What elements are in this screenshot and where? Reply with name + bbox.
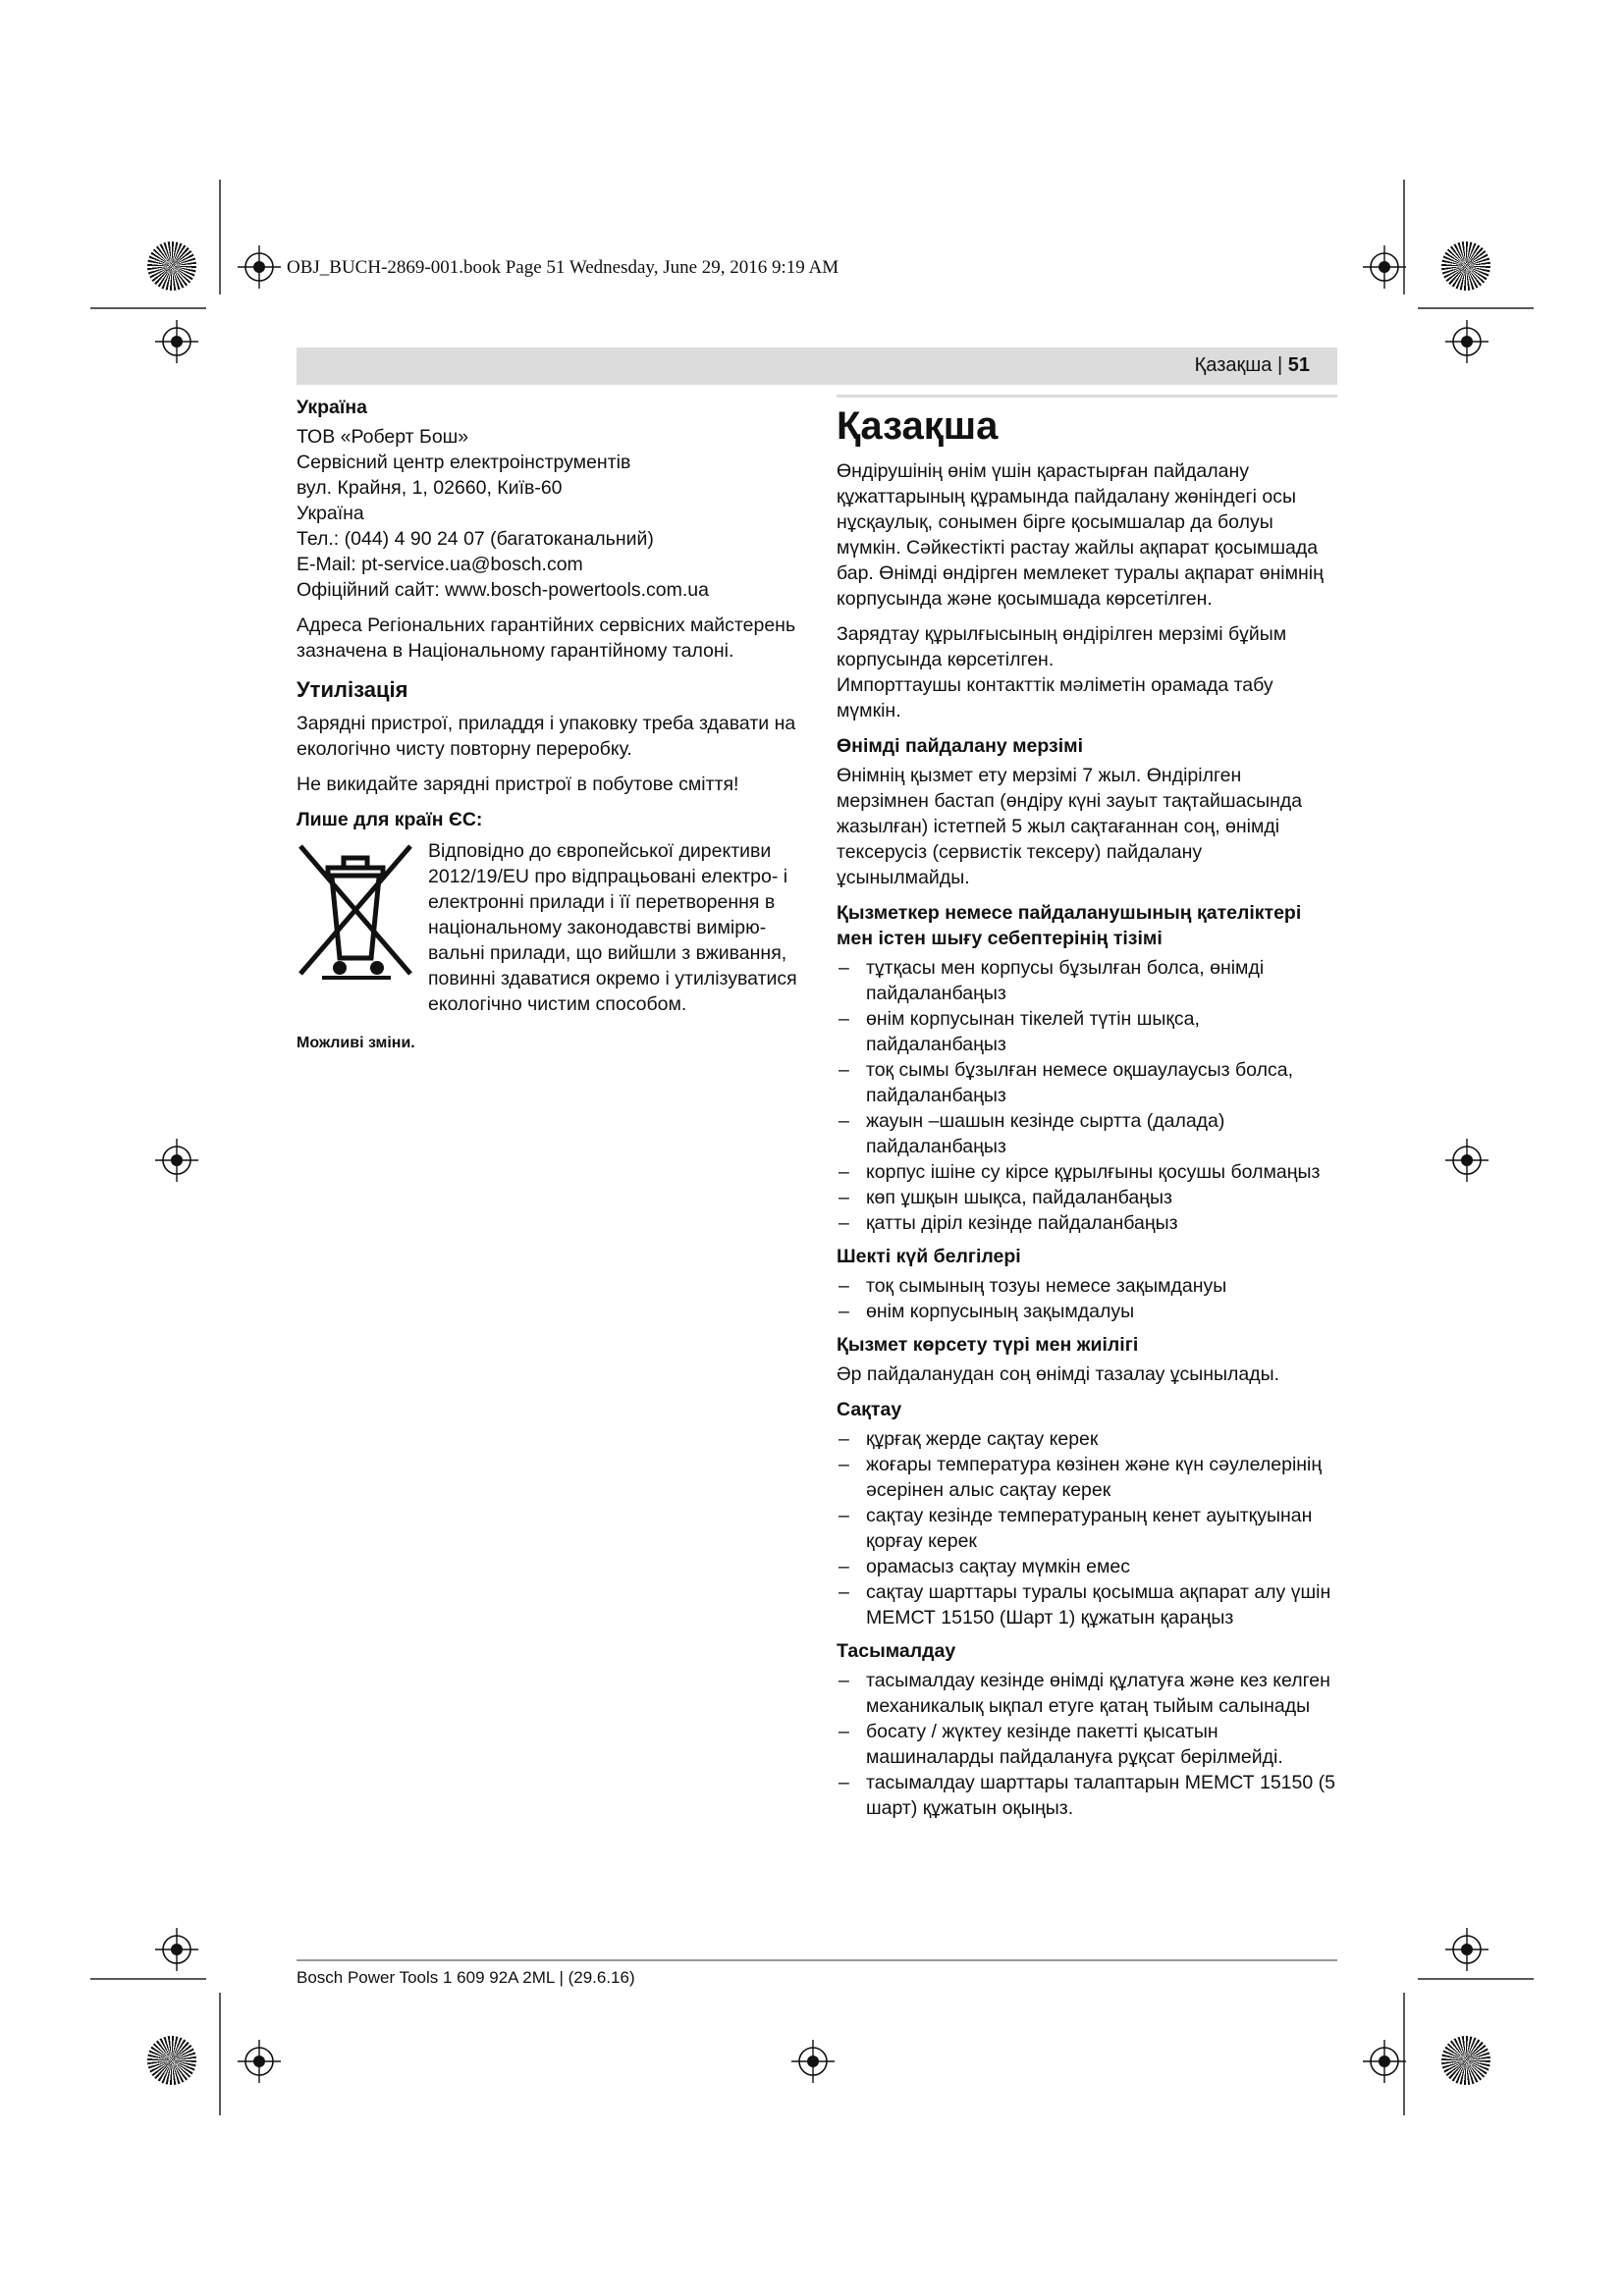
list-item: – босату / жүктеу кезінде пакетті қысатын машиналарды пайдалануға рұқсат берілмейді. xyxy=(837,1719,1337,1770)
registration-mark-icon xyxy=(1445,1139,1489,1182)
list-item: – өнім корпусынан тікелей түтін шықса, пайдаланбаңыз xyxy=(837,1006,1337,1057)
disposal-heading: Утилізація xyxy=(297,677,408,702)
limit-heading: Шекті күй белгілері xyxy=(837,1246,1021,1267)
list-item: – сақтау шарттары туралы қосымша ақпарат алу үшін МЕМСТ 15150 (Шарт 1) құжатын қараңыз xyxy=(837,1579,1337,1630)
list-item: – сақтау кезінде температураның кенет ауытқуынан қорғау керек xyxy=(837,1503,1337,1554)
list-item: – тасымалдау кезінде өнімді құлатуға және кез келген механикалық ықпал етуге қатаң тыйым салынады xyxy=(837,1668,1337,1719)
storage-heading: Сақтау xyxy=(837,1399,902,1420)
list-item: – тасымалдау шарттары талаптарын МЕМСТ 15150 (5 шарт) құжатын оқыңыз. xyxy=(837,1770,1337,1821)
list-item: – жауын –шашын кезінде сыртта (далада) пайдаланбаңыз xyxy=(837,1108,1337,1159)
footer-rule xyxy=(297,1959,1337,1961)
errors-heading: Қызметкер немесе пайдаланушының қателіктері мен істен шығу себептерінің тізімі xyxy=(837,902,1302,949)
eu-heading: Лише для країн ЄС: xyxy=(297,809,483,830)
phone-line: Тел.: (044) 4 90 24 07 (багатоканальний) xyxy=(297,528,654,550)
maintenance-text: Әр пайдаланудан соң өнімді тазалау ұсынылады. xyxy=(837,1363,1280,1385)
transport-heading: Тасымалдау xyxy=(837,1640,956,1662)
service-note: Адреса Регіональних гарантійних сервісних майстерень зазначена в Національному гарантійному талоні. xyxy=(297,614,796,662)
page-number: 51 xyxy=(1287,354,1310,376)
maintenance-heading: Қызмет көрсету түрі мен жиілігі xyxy=(837,1334,1139,1356)
registration-mark-icon xyxy=(155,1928,198,1971)
transport-list xyxy=(837,1668,1337,1821)
list-item: – корпус ішіне су кірсе құрылғыны қосушы болмаңыз xyxy=(837,1159,1337,1185)
address-line: Сервісний центр електроінструментів xyxy=(297,452,631,473)
intro-paragraph: Импорттаушы контакттік мәліметін орамада табу мүмкін. xyxy=(837,674,1273,721)
header-separator: | xyxy=(1276,354,1283,376)
list-item: – қатты діріл кезінде пайдаланбаңыз xyxy=(837,1210,1337,1236)
intro-paragraph: Зарядтау құрылғысының өндірілген мерзімі бұйым корпусында көрсетілген. xyxy=(837,623,1287,670)
running-header xyxy=(1195,354,1310,377)
page-title: Қазақша xyxy=(837,404,999,448)
list-item: – жоғары температура көзінен және күн сәулелерінің әсерінен алыс сақтау керек xyxy=(837,1452,1337,1503)
website-line: Офіційний сайт: www.bosch-powertools.com.ua xyxy=(297,579,709,601)
storage-list xyxy=(837,1426,1337,1630)
list-item: – тоқ сымының тозуы немесе зақымдануы xyxy=(837,1273,1337,1299)
list-item: – орамасыз сақтау мүмкін емес xyxy=(837,1554,1337,1579)
registration-mark-icon xyxy=(1445,1928,1489,1971)
service-life-text: Өнімнің қызмет ету мерзімі 7 жыл. Өндірілген мерзімнен бастап (өндіру күні зауыт тақтайшасында жазылған) істетпей 5 жыл сақтағаннан соң, өнімді тексерусіз (сервистік тексеру) пайдалану ұсынылмайды. xyxy=(837,765,1303,888)
errors-list xyxy=(837,955,1337,1236)
registration-mark-icon xyxy=(1445,320,1489,363)
weee-block xyxy=(297,838,807,1017)
address-line: вул. Крайня, 1, 02660, Київ-60 xyxy=(297,477,563,499)
color-wheel-mark-icon xyxy=(147,2036,196,2085)
list-item: – өнім корпусының зақымдалуы xyxy=(837,1299,1337,1324)
list-item: – тұтқасы мен корпусы бұзылған болса, өнімді пайдаланбаңыз xyxy=(837,955,1337,1006)
registration-mark-icon xyxy=(791,2040,835,2083)
limit-list xyxy=(837,1273,1337,1324)
disposal-paragraph: Зарядні пристрої, приладдя і упаковку треба здавати на екологічно чисту повторну переробку. xyxy=(297,713,796,760)
email-line: E-Mail: pt-service.ua@bosch.com xyxy=(297,554,583,575)
list-item: – көп ұшқын шықса, пайдаланбаңыз xyxy=(837,1185,1337,1210)
eu-directive-text: Відповідно до європейської директиви 2012/19/EU про відпрацьовані електро- і електронні прилади і її перетворення в національному законодавстві вимірю- вальні прилади, що вийшли з вживання, повинні здаватися окремо і утилізуватися екологічно чистим способом. xyxy=(428,840,797,1015)
right-column xyxy=(837,395,1337,1829)
header-language: Қазақша xyxy=(1194,354,1272,376)
registration-mark-icon xyxy=(155,1139,198,1182)
service-life-heading: Өнімді пайдалану мерзімі xyxy=(837,735,1083,757)
footer: Bosch Power Tools 1 609 92A 2ML | (29.6.16) xyxy=(297,1968,635,1987)
list-item: – құрғақ жерде сақтау керек xyxy=(837,1426,1337,1452)
color-wheel-mark-icon xyxy=(147,241,196,291)
registration-mark-icon xyxy=(238,2040,281,2083)
list-item: – тоқ сымы бұзылған немесе оқшаулаусыз болса, пайдаланбаңыз xyxy=(837,1057,1337,1108)
registration-mark-icon xyxy=(1363,2040,1406,2083)
address-line: ТОВ «Роберт Бош» xyxy=(297,426,469,448)
intro-paragraph: Өндірушінің өнім үшін қарастырған пайдалану құжаттарының құрамында пайдалану жөніндегі осы нұсқаулық, сонымен бірге қосымшалар да болуы мүмкін. Сәйкестікті растау жайлы ақпарат қосымшада бар. Өнімді өндірген мемлекет туралы ақпарат өнімнің корпусында және қосымшада көрсетілген. xyxy=(837,460,1324,610)
color-wheel-mark-icon xyxy=(1441,2036,1490,2085)
left-column xyxy=(297,395,807,1066)
changes-note: Можливі зміни. xyxy=(297,1035,415,1051)
disposal-paragraph: Не викидайте зарядні пристрої в побутове сміття! xyxy=(297,774,739,795)
color-wheel-mark-icon xyxy=(1441,241,1490,291)
crossed-bin-icon xyxy=(297,838,414,986)
registration-mark-icon xyxy=(155,320,198,363)
print-slug: OBJ_BUCH-2869-001.book Page 51 Wednesday, June 29, 2016 9:19 AM xyxy=(287,257,839,278)
registration-mark-icon xyxy=(238,245,281,289)
ukraine-heading: Україна xyxy=(297,397,368,418)
running-header-bar xyxy=(297,347,1337,385)
address-line: Україна xyxy=(297,503,364,524)
registration-mark-icon xyxy=(1363,245,1406,289)
